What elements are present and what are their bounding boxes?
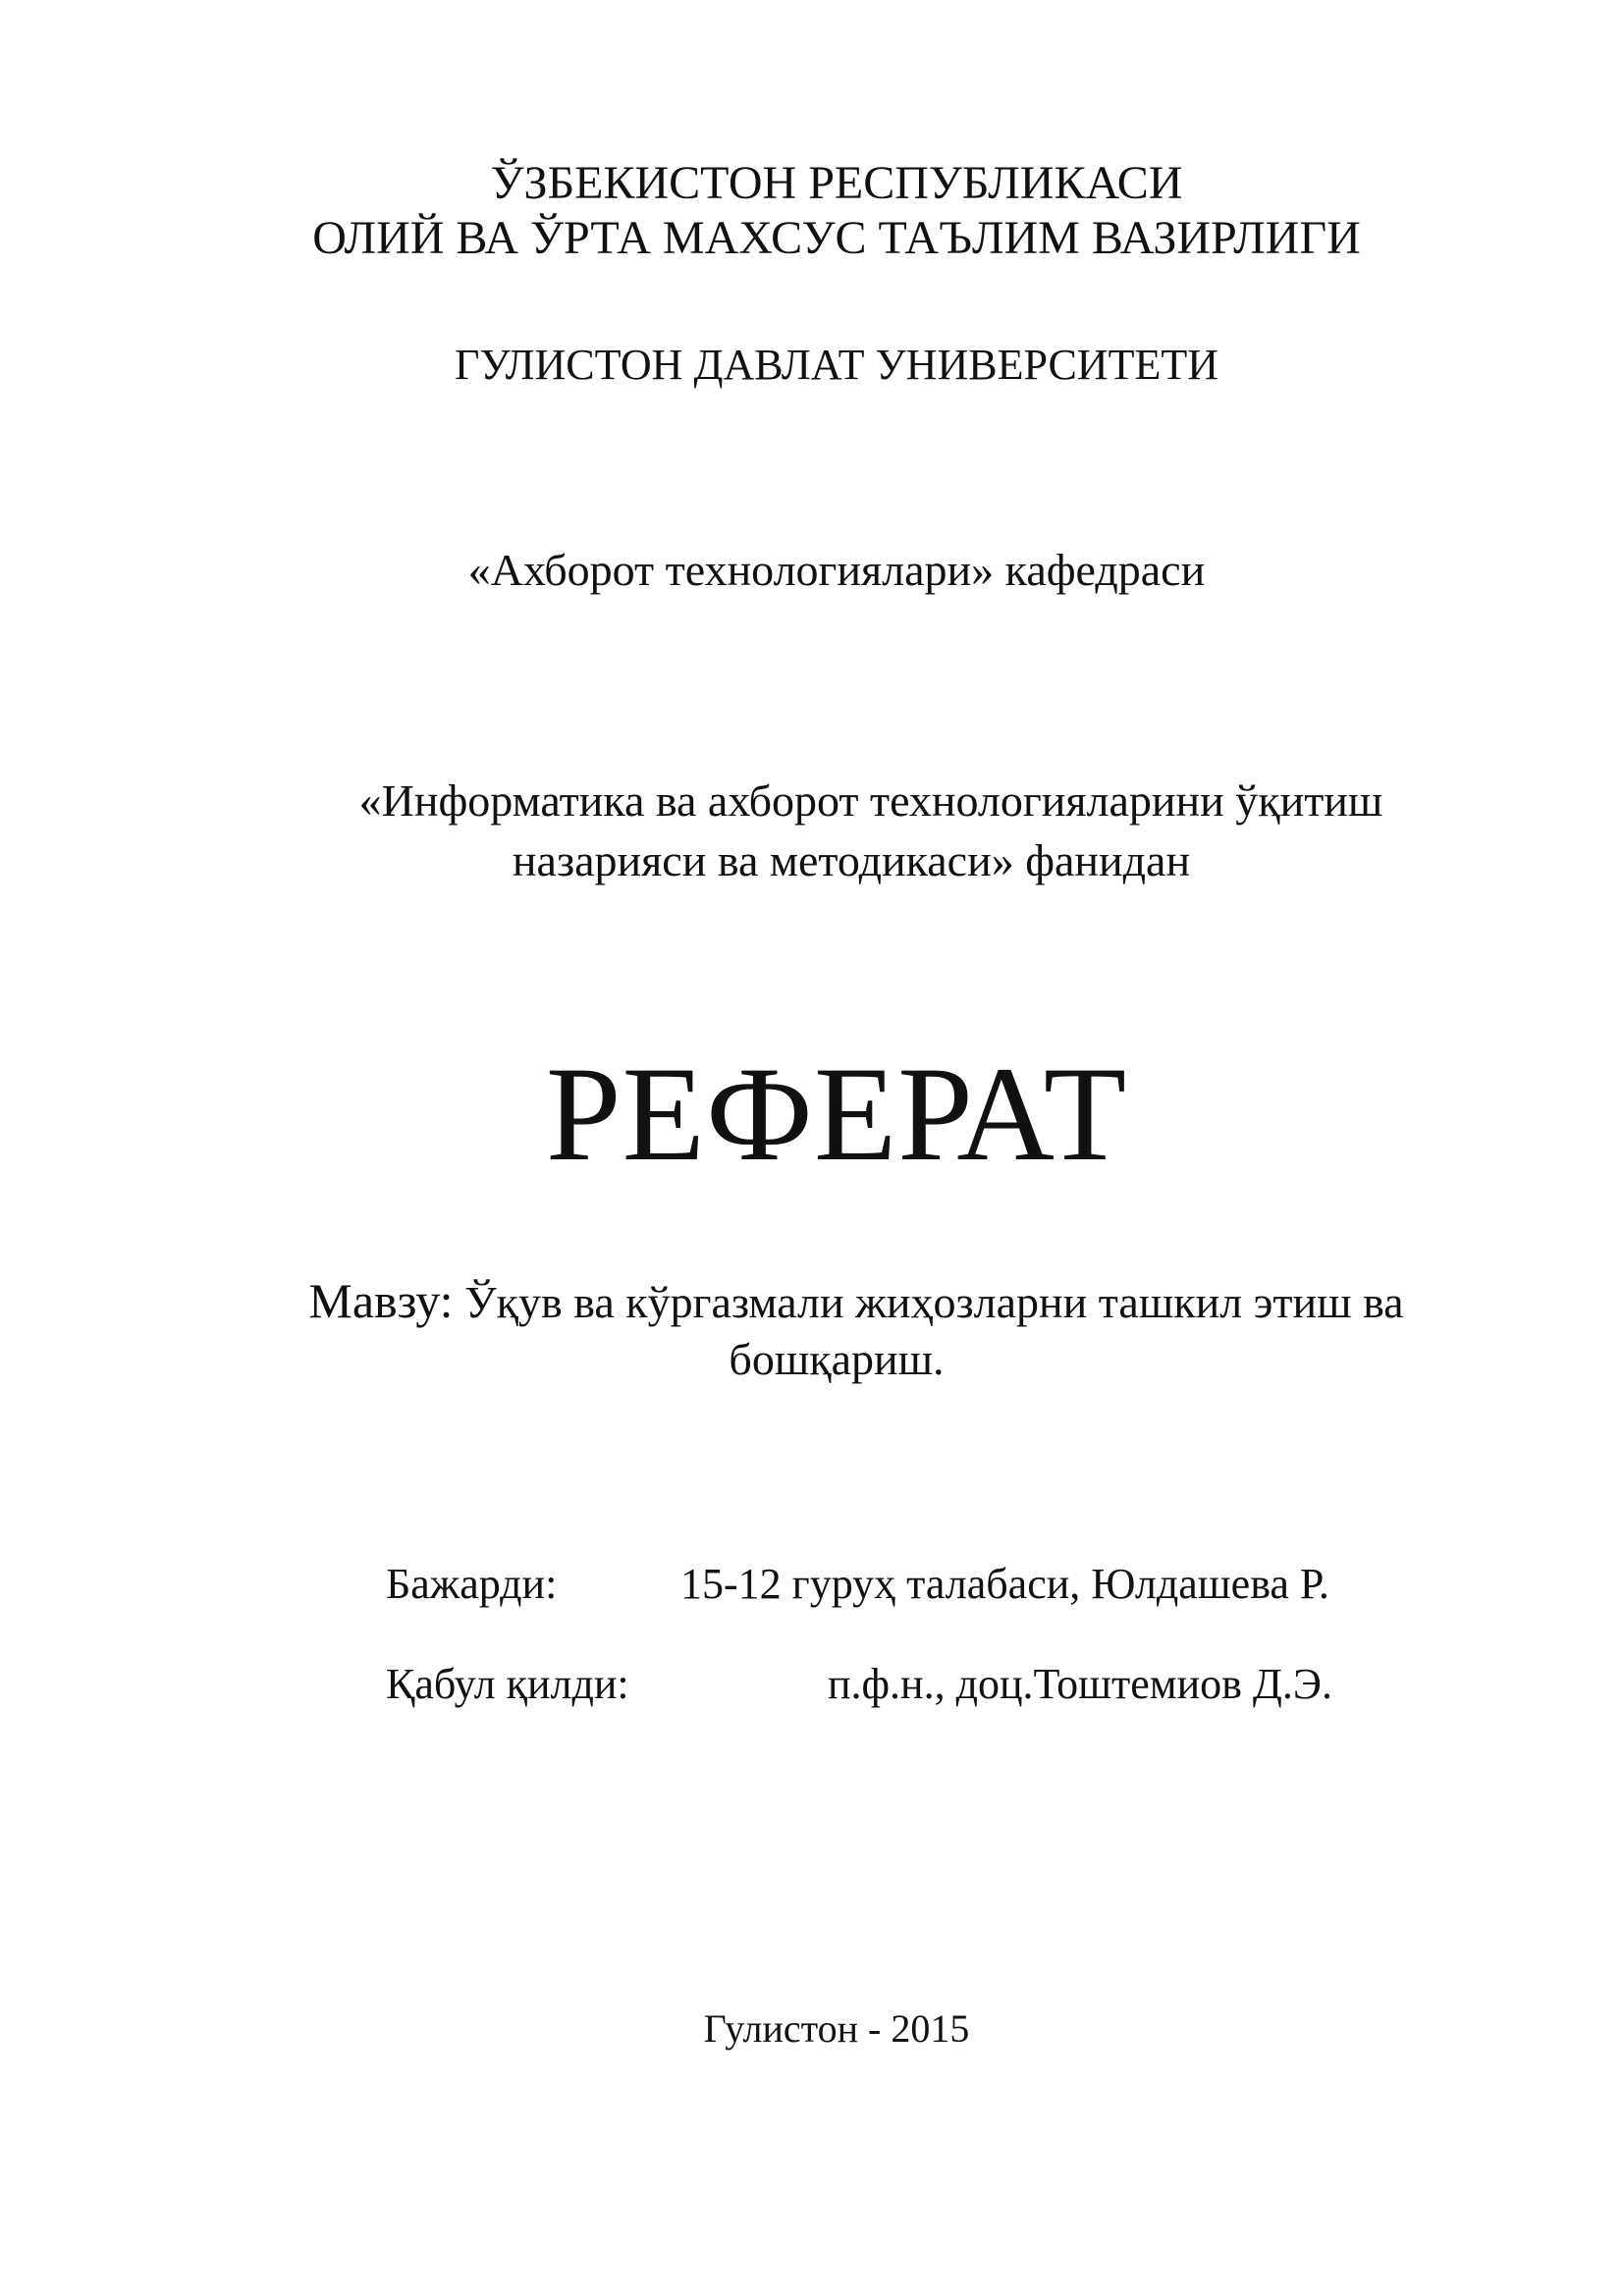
performed-by-label: Бажарди: [386, 1560, 558, 1608]
university-heading: ГУЛИСТОН ДАВЛАТ УНИВЕРСИТЕТИ [455, 341, 1218, 389]
subject-line-2: назарияси ва методикаси» фанидан [512, 835, 1191, 885]
department-heading: «Ахборот технологиялари» кафедраси [467, 545, 1206, 595]
footer-city-year: Гулистон - 2015 [703, 2006, 970, 2051]
performed-by-value: 15-12 гуруҳ талабаси, Юлдашева Р. [680, 1560, 1329, 1608]
topic-line-1 [44, 1272, 1624, 1329]
document-title: РЕФЕРАТ [545, 1039, 1128, 1189]
topic-label: Мавзу: [308, 1273, 454, 1328]
accepted-by-label: Қабул қилди: [386, 1660, 629, 1708]
topic-text-1: Ўқув ва кўргазмали жиҳозларни ташкил этиш ва [464, 1277, 1404, 1327]
republic-heading: ЎЗБЕКИСТОН РЕСПУБЛИКАСИ [490, 157, 1183, 209]
topic-line-2: бошқариш. [729, 1334, 945, 1384]
ministry-heading: ОЛИЙ ВА ЎРТА МАХСУС ТАЪЛИМ ВАЗИРЛИГИ [312, 212, 1361, 264]
subject-line-1: «Информатика ва ахборот технологияларини ўқитиш [358, 775, 1383, 826]
accepted-by-value: п.ф.н., доц.Тоштемиов Д.Э. [828, 1660, 1332, 1708]
